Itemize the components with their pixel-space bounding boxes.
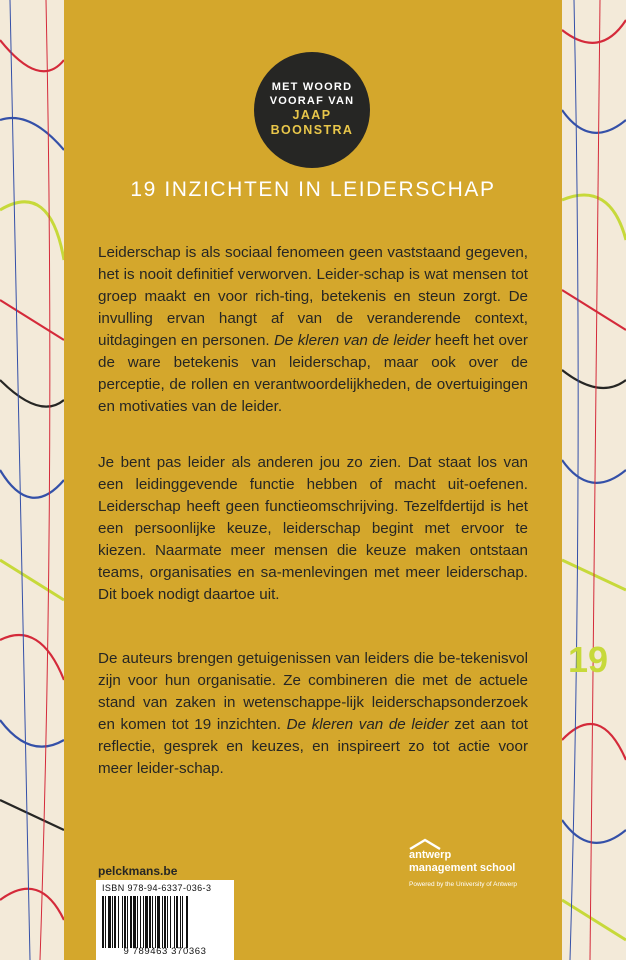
- publisher-url: pelckmans.be: [98, 864, 178, 878]
- blurb-3-text-b: zet aan tot reflectie, gesprek en keuzes, en inspireert zo tot actie voor meer leider-schap.: [98, 716, 528, 777]
- book-subtitle: 19 INZICHTEN IN LEIDERSCHAP: [130, 178, 496, 201]
- blurb-paragraph-1: [98, 242, 528, 418]
- blurb-1-text-b: heeft het over de ware betekenis van leiderschap, maar ook over de perceptie, de rollen en verantwoordelijkheden, de overtuigingen en motivaties van de leider.: [98, 332, 528, 415]
- isbn-digits: 9 789463 370363: [123, 946, 207, 957]
- isbn-label: ISBN 978-94-6337-036-3: [102, 883, 212, 893]
- blurb-paragraph-2: Je bent pas leider als anderen jou zo zien. Dat staat los van een leidinggevende functie hebben of macht uit-oefenen. Leiderschap heeft geen functieomschrijving. Tezelfdertijd is het een persoonlijke keuze, leiderschap begint met ervoor te kiezen. Naarmate meer mensen die keuze maken ontstaan teams, organisaties en sa-menlevingen met meer leiderschap. Dit boek nodigt daartoe uit.: [98, 454, 528, 603]
- badge-name-2: BOONSTRA: [270, 123, 354, 137]
- book-title-italic: De kleren van de leider: [273, 332, 431, 349]
- badge-line-1: MET WOORD: [271, 81, 353, 93]
- blurb-paragraph-3: [98, 648, 528, 780]
- barcode-icon: [102, 896, 228, 948]
- school-tagline: Powered by the University of Antwerp: [409, 881, 518, 888]
- svg-text:19: 19: [568, 639, 609, 680]
- school-name-line-1: antwerp: [409, 849, 452, 861]
- foreword-badge: [254, 52, 370, 168]
- school-name-line-2: management school: [409, 862, 516, 874]
- book-title-italic: De kleren van de leider: [286, 716, 449, 733]
- blurb-3-text-a: De auteurs brengen getuigenissen van leiders die be-tekenisvol zijn voor hun organisatie. Ze combineren die met de actuele stand van zaken in wetenschappe-lijk leiderschapsonderzoek en komen tot 19 inzichten.: [98, 650, 528, 733]
- isbn-barcode-box: [96, 880, 234, 960]
- blurb-1-text-a: Leiderschap is als sociaal fenomeen geen vaststaand gegeven, het is nooit definitief verworven. Leider-schap is wat mensen tot groep maakt en voor rich-ting, betekenis en steun zorgt. De invulling ervan hangt af van de veranderende context, uitdagingen en personen.: [98, 244, 528, 349]
- badge-name-1: JAAP: [292, 108, 332, 122]
- badge-line-2: VOORAF VAN: [269, 95, 355, 107]
